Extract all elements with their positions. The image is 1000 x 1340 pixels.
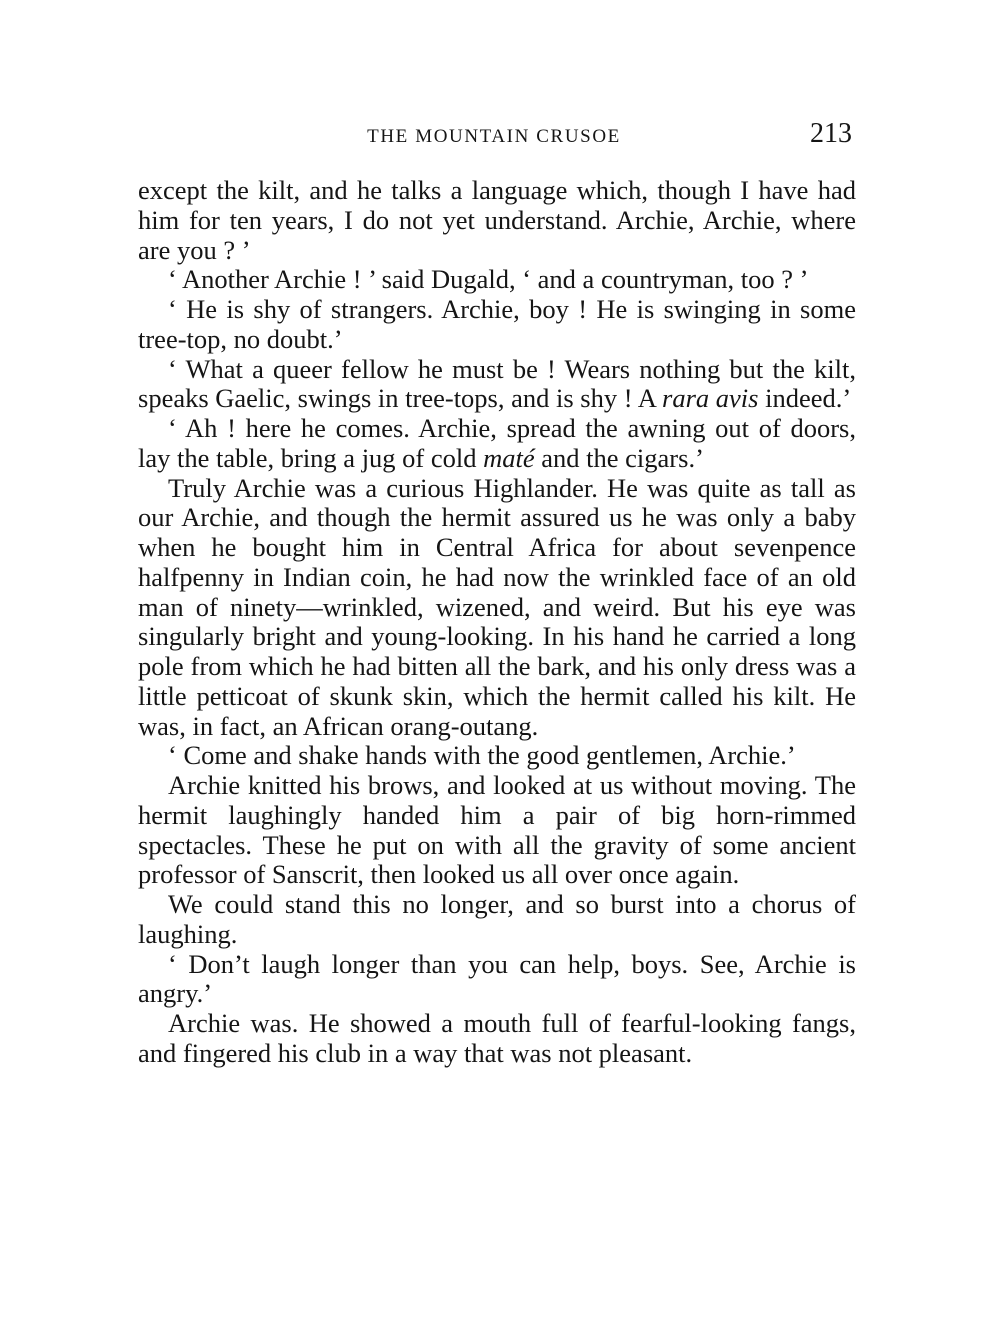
page-number: 213 xyxy=(810,118,852,149)
paragraph-text: Archie was. He showed a mouth full of fearful-looking fangs, and fingered his club in a way that was not pleasant. xyxy=(138,1008,856,1068)
paragraph-text: ‘ Don’t laugh longer than you can help, boys. See, Archie is angry.’ xyxy=(138,948,856,1009)
paragraph-text: We could stand this no longer, and so burst into a chorus of laughing. xyxy=(138,889,856,949)
paragraph-text: ‘ He is shy of strangers. Archie, boy ! He is swinging in some tree-top, no doubt.’ xyxy=(138,294,856,354)
paragraph-text: Truly Archie was a curious Highlander. He was quite as tall as our Archie, and though the hermit assured us he was only a baby when he bought him in Central Africa for about sevenpence halfpenny in Indian coin, he had now the wrinkled face of an old man of ninety—wrinkled, wizened, and weird. But his eye was singularly bright and young-looking. In his hand he carried a long pole from which he had bitten all the bark, and his only dress was a little petticoat of skunk skin, which the hermit called his kilt. He was, in fact, an African orang-outang. xyxy=(138,472,856,741)
paragraph xyxy=(138,265,856,295)
paragraph xyxy=(138,890,856,950)
paragraph xyxy=(138,474,856,742)
paragraph xyxy=(138,950,856,1010)
paragraph-text: ‘ Ah ! here he comes. Archie, spread the awning out of doors, lay the table, bring a jug of cold xyxy=(138,413,856,473)
paragraph-text: Archie knitted his brows, and looked at us without moving. The hermit laughingly handed him a pair of big horn-rimmed spectacles. These he put on with all the gravity of some ancient professor of Sanscrit, then looked us all over once again. xyxy=(138,770,856,890)
running-title: THE MOUNTAIN CRUSOE xyxy=(367,126,621,147)
paragraph-text: ‘ Come and shake hands with the good gentlemen, Archie.’ xyxy=(168,740,796,771)
paragraph xyxy=(138,1009,856,1069)
paragraph-text: ‘ What a queer fellow he must be ! Wears nothing but the kilt, speaks Gaelic, swings in tree-tops, and is shy ! A xyxy=(138,353,856,414)
paragraph-text: except the kilt, and he talks a language which, though I have had him for ten years, I do not yet understand. Archie, Archie, where are you ? ’ xyxy=(138,175,856,265)
paragraph xyxy=(138,414,856,474)
paragraph-text: and the cigars.’ xyxy=(534,442,704,473)
paragraph-text: indeed.’ xyxy=(758,383,852,414)
body-text xyxy=(138,176,856,1069)
paragraph xyxy=(138,355,856,415)
paragraph xyxy=(138,741,856,771)
paragraph xyxy=(138,295,856,355)
running-head xyxy=(136,118,852,152)
italic-text: rara avis xyxy=(662,383,759,414)
paragraph xyxy=(138,771,856,890)
paragraph xyxy=(138,176,856,265)
paragraph-text: ‘ Another Archie ! ’ said Dugald, ‘ and a countryman, too ? ’ xyxy=(168,264,809,295)
italic-text: maté xyxy=(483,442,535,473)
